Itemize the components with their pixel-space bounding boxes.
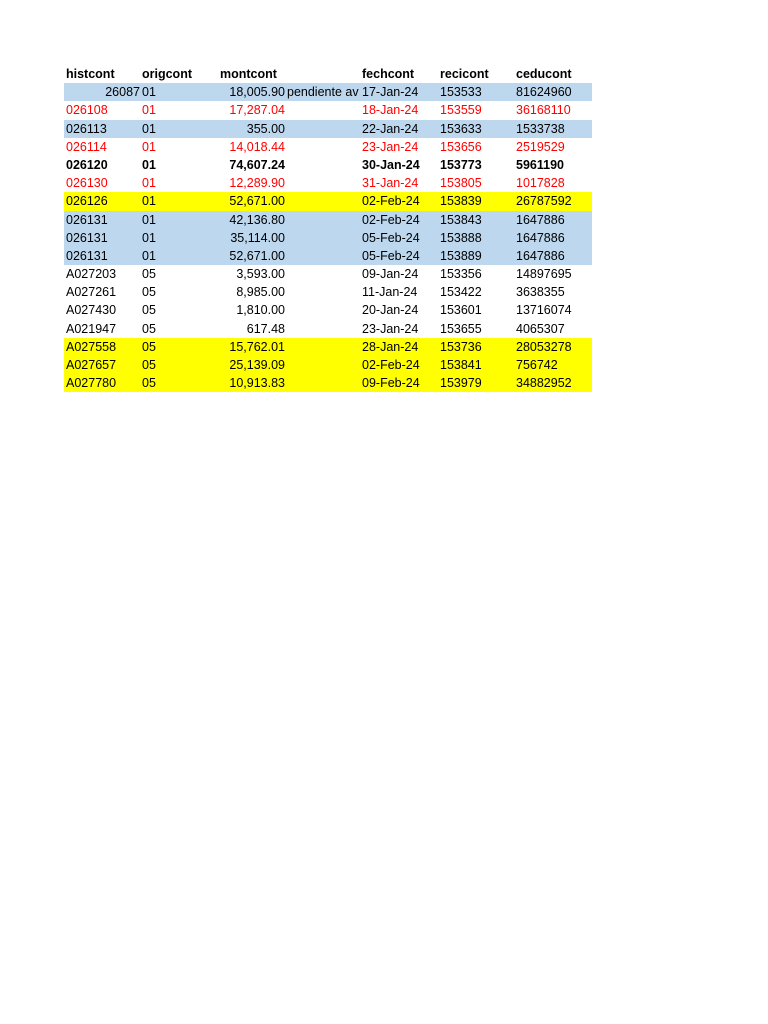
cell-ceducont: 1647886: [516, 212, 565, 227]
cell-histcont: 026120: [66, 157, 108, 172]
cell-histcont: A021947: [66, 321, 117, 336]
cell-montcont: 25,139.09: [229, 358, 285, 372]
cell-recicont: 153601: [440, 303, 482, 318]
cell-ceducont: 4065307: [516, 321, 565, 336]
cell-fechcont: 17-Jan-24: [362, 85, 419, 100]
cell-fechcont: 23-Jan-24: [362, 321, 419, 336]
cell-histcont: 026114: [66, 139, 107, 154]
cell-origcont: 01: [142, 212, 156, 227]
header-recicont: recicont: [440, 67, 489, 81]
header-origcont: origcont: [142, 67, 192, 81]
cell-recicont: 153655: [440, 321, 482, 336]
table-row: [64, 101, 592, 119]
header-histcont: histcont: [66, 67, 115, 81]
cell-origcont: 05: [142, 321, 156, 336]
cell-fechcont: 09-Feb-24: [362, 376, 420, 391]
table-row: [64, 356, 592, 374]
cell-fechcont: 02-Feb-24: [362, 212, 420, 227]
cell-recicont: 153805: [440, 176, 482, 191]
cell-origcont: 01: [142, 194, 156, 209]
cell-montcont: 52,671.00: [229, 194, 285, 209]
cell-histcont: 026126: [66, 194, 108, 209]
cell-ceducont: 34882952: [516, 376, 572, 391]
cell-histcont: A027780: [66, 376, 117, 391]
cell-histcont: 026131: [66, 212, 108, 227]
cell-recicont: 153841: [440, 358, 482, 372]
cell-recicont: 153633: [440, 121, 482, 136]
cell-origcont: 01: [142, 121, 156, 136]
cell-histcont: 26087: [105, 85, 140, 100]
cell-ceducont: 81624960: [516, 85, 572, 100]
cell-montcont: 12,289.90: [229, 176, 285, 191]
table-row: [64, 138, 592, 156]
cell-histcont: 026108: [66, 103, 108, 118]
cell-montcont: 355.00: [246, 121, 285, 136]
table-row: [64, 120, 592, 138]
cell-montcont: 17,287.04: [229, 103, 285, 118]
cell-origcont: 05: [142, 267, 156, 282]
cell-montcont: 18,005.90: [229, 85, 285, 100]
cell-fechcont: 18-Jan-24: [362, 103, 419, 118]
table-row: [64, 174, 592, 192]
cell-recicont: 153773: [440, 157, 482, 172]
cell-recicont: 153656: [440, 139, 482, 154]
cell-fechcont: 30-Jan-24: [362, 157, 420, 172]
cell-histcont: A027203: [66, 267, 117, 282]
cell-ceducont: 5961190: [516, 157, 564, 172]
cell-ceducont: 756742: [516, 358, 558, 372]
cell-recicont: 153889: [440, 248, 482, 263]
cell-histcont: A027430: [66, 303, 117, 318]
cell-fechcont: 02-Feb-24: [362, 194, 420, 209]
table-row: [64, 83, 592, 101]
cell-montcont: 8,985.00: [236, 285, 285, 300]
cell-recicont: 153839: [440, 194, 482, 209]
cell-ceducont: 26787592: [516, 194, 572, 209]
cell-recicont: 153422: [440, 285, 482, 300]
cell-origcont: 01: [142, 230, 156, 245]
cell-recicont: 153979: [440, 376, 482, 391]
cell-note: pendiente av: [287, 85, 359, 100]
cell-histcont: 026130: [66, 176, 108, 191]
cell-recicont: 153533: [440, 85, 482, 100]
cell-origcont: 01: [142, 176, 156, 191]
cell-montcont: 52,671.00: [229, 248, 285, 263]
cell-origcont: 01: [142, 139, 156, 154]
cell-ceducont: 1647886: [516, 248, 565, 263]
cell-recicont: 153356: [440, 267, 482, 282]
spreadsheet-table: [64, 65, 592, 392]
cell-fechcont: 05-Feb-24: [362, 248, 420, 263]
table-body: [64, 83, 592, 392]
cell-origcont: 01: [142, 157, 156, 172]
cell-montcont: 42,136.80: [229, 212, 285, 227]
cell-montcont: 10,913.83: [229, 376, 285, 391]
table-row: [64, 229, 592, 247]
cell-montcont: 617.48: [246, 321, 285, 336]
cell-ceducont: 3638355: [516, 285, 565, 300]
cell-histcont: 026113: [66, 121, 107, 136]
table-row: [64, 192, 592, 210]
cell-ceducont: 13716074: [516, 303, 572, 318]
cell-fechcont: 23-Jan-24: [362, 139, 419, 154]
table-row: [64, 283, 592, 301]
cell-montcont: 74,607.24: [229, 157, 285, 172]
header-row: [64, 65, 592, 83]
cell-ceducont: 28053278: [516, 339, 572, 354]
cell-histcont: 026131: [66, 230, 108, 245]
table-row: [64, 265, 592, 283]
cell-origcont: 05: [142, 339, 156, 354]
cell-fechcont: 20-Jan-24: [362, 303, 419, 318]
cell-recicont: 153559: [440, 103, 482, 118]
cell-recicont: 153736: [440, 339, 482, 354]
cell-origcont: 05: [142, 303, 156, 318]
cell-origcont: 05: [142, 358, 156, 372]
cell-ceducont: 14897695: [516, 267, 572, 282]
cell-origcont: 05: [142, 285, 156, 300]
cell-histcont: A027558: [66, 339, 117, 354]
cell-montcont: 35,114.00: [230, 230, 285, 245]
cell-ceducont: 1017828: [516, 176, 565, 191]
cell-origcont: 01: [142, 85, 156, 100]
cell-recicont: 153888: [440, 230, 482, 245]
header-montcont: montcont: [220, 67, 277, 81]
cell-montcont: 14,018.44: [229, 139, 285, 154]
table-row: [64, 374, 592, 392]
cell-origcont: 01: [142, 248, 156, 263]
cell-fechcont: 09-Jan-24: [362, 267, 419, 282]
cell-origcont: 05: [142, 376, 156, 391]
cell-fechcont: 05-Feb-24: [362, 230, 420, 245]
header-fechcont: fechcont: [362, 67, 415, 81]
cell-histcont: A027657: [66, 358, 117, 372]
cell-fechcont: 02-Feb-24: [362, 358, 420, 372]
cell-fechcont: 22-Jan-24: [362, 121, 419, 136]
cell-ceducont: 2519529: [516, 139, 565, 154]
cell-ceducont: 1533738: [516, 121, 565, 136]
table-row: [64, 338, 592, 356]
cell-fechcont: 11-Jan-24: [362, 285, 418, 300]
cell-fechcont: 31-Jan-24: [362, 176, 419, 191]
cell-recicont: 153843: [440, 212, 482, 227]
table-row: [64, 211, 592, 229]
cell-montcont: 3,593.00: [236, 267, 285, 282]
cell-ceducont: 36168110: [516, 103, 571, 118]
cell-fechcont: 28-Jan-24: [362, 339, 419, 354]
cell-histcont: A027261: [66, 285, 117, 300]
table-row: [64, 320, 592, 338]
cell-montcont: 1,810.00: [236, 303, 285, 318]
table-row: [64, 156, 592, 174]
header-ceducont: ceducont: [516, 67, 572, 81]
cell-histcont: 026131: [66, 248, 108, 263]
cell-montcont: 15,762.01: [229, 339, 285, 354]
table-row: [64, 301, 592, 319]
table-row: [64, 247, 592, 265]
cell-origcont: 01: [142, 103, 156, 118]
cell-ceducont: 1647886: [516, 230, 565, 245]
